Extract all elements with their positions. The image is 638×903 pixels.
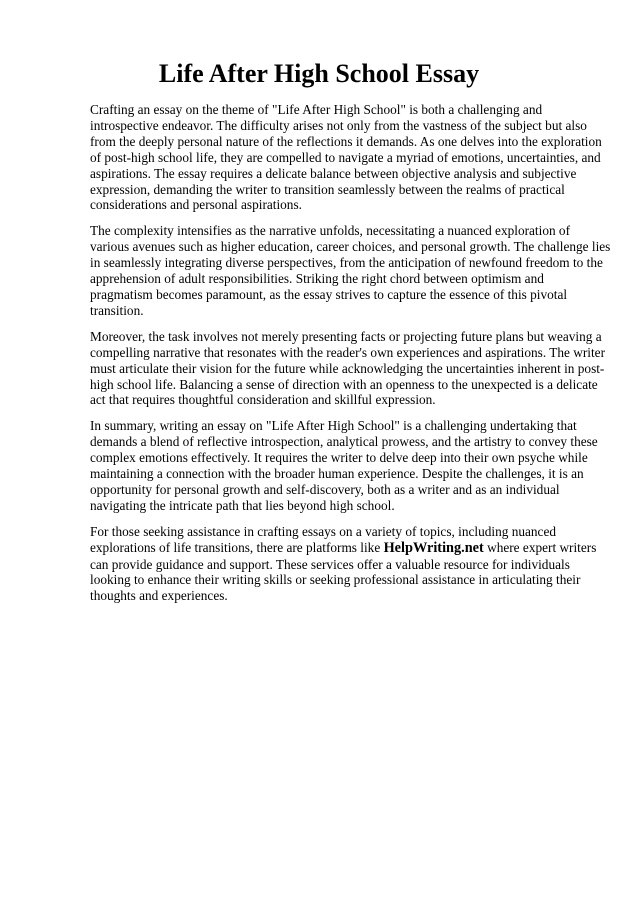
brand-name: HelpWriting.net (383, 539, 484, 556)
paragraph-line: opportunity for personal growth and self-discovery, both as a writer and as an individual (90, 481, 560, 497)
paragraph-line: For those seeking assistance in crafting essays on a variety of topics, including nuanced (90, 523, 557, 539)
paragraph-line: must articulate their vision for the future while acknowledging the uncertainties inherent in post- (90, 360, 605, 376)
paragraph-line-with-brand (90, 540, 602, 557)
paragraph-line: can provide guidance and support. These services offer a valuable resource for individuals (90, 556, 570, 572)
paragraph-line: apprehension of adult responsibilities. Striking the right chord between optimism and (90, 271, 544, 287)
paragraph-line: expression, demanding the writer to transition seamlessly between the realms of practical (90, 181, 565, 197)
paragraph-4 (90, 418, 602, 513)
paragraph-line: considerations and personal aspirations. (90, 197, 302, 213)
paragraph-line: maintaining a connection with the broader human experience. Despite the challenges, it is an (90, 466, 584, 482)
paragraph-line: from the deeply personal nature of the reflections it demands. As one delves into the exploration (90, 133, 602, 149)
paragraph-line: high school life. Balancing a sense of direction with an openness to the unexpected is a delicate (90, 376, 598, 392)
paragraph-line: looking to enhance their writing skills or seeking professional assistance in articulating their (90, 572, 581, 588)
paragraph-line: transition. (90, 302, 144, 318)
paragraph-line: aspirations. The essay requires a delicate balance between objective analysis and subjective (90, 165, 577, 181)
paragraph-line: In summary, writing an essay on "Life After High School" is a challenging undertaking that (90, 418, 577, 434)
paragraph-2 (90, 223, 611, 318)
paragraph-line: The complexity intensifies as the narrative unfolds, necessitating a nuanced exploration of (90, 223, 571, 239)
paragraph-line: Crafting an essay on the theme of "Life After High School" is both a challenging and (90, 102, 543, 117)
paragraph-line: in seamlessly integrating diverse perspectives, from the anticipation of newfound freedom to the (90, 255, 603, 271)
closing-text-before-brand: explorations of life transitions, there are platforms like (90, 539, 384, 555)
paragraph-line: pragmatism becomes paramount, as the essay strives to capture the essence of this pivotal (90, 286, 568, 302)
paragraph-line: act that requires thoughtful consideration and skillful expression. (90, 392, 436, 408)
paragraph-line: various avenues such as higher education, career choices, and personal growth. The challenge lies (90, 239, 611, 255)
paragraph-3 (90, 328, 606, 409)
closing-text-after-brand: where expert writers (483, 539, 597, 555)
paragraph-line: compelling narrative that resonates with the reader's own experiences and aspirations. The writer (90, 344, 606, 360)
paragraph-line: thoughts and experiences. (90, 588, 228, 604)
paragraph-line: demands a blend of reflective introspection, analytical prowess, and the artistry to convey these (90, 434, 598, 450)
paragraph-line: introspective endeavor. The difficulty arises not only from the vastness of the subject but also (90, 117, 587, 133)
closing-paragraph (90, 524, 602, 605)
document-title: Life After High School Essay (158, 59, 480, 88)
paragraph-line: complex emotions effectively. It requires the writer to delve deep into their own psyche while (90, 450, 588, 466)
paragraph-line: navigating the intricate path that lies beyond high school. (90, 497, 395, 513)
paragraph-line: Moreover, the task involves not merely presenting facts or projecting future plans but weaving a (90, 328, 602, 344)
document-body (90, 102, 611, 614)
paragraph-line: of post-high school life, they are compelled to navigate a myriad of emotions, uncertainties, and (90, 149, 601, 165)
paragraph-1 (90, 102, 602, 213)
